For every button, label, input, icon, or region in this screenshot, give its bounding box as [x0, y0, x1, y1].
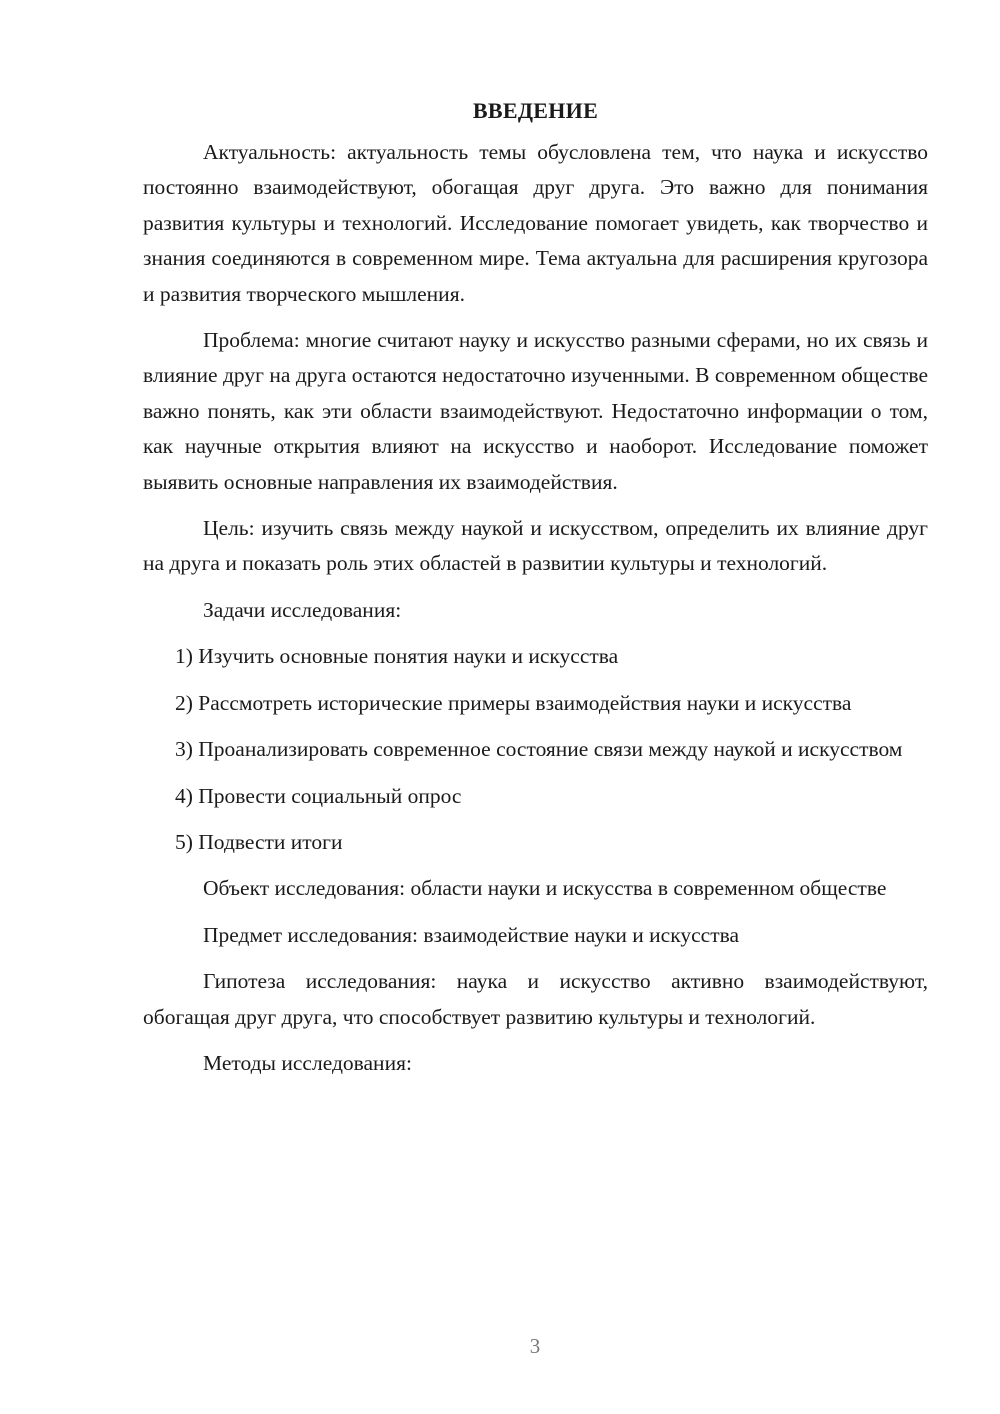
task-item: 3) Проанализировать современное состояние связи между наукой и искусством — [175, 737, 903, 762]
relevance-paragraph: Актуальность: актуальность темы обусловлена тем, что наука и искусство постоянно взаимодействуют, обогащая друг друга. Это важно для понимания развития культуры и технологий. Исследование помогает увидеть, как творчество и знания соединяются в современном мире. Тема актуальна для расширения кругозора и развития творческого мышления. — [143, 140, 928, 306]
hypothesis-paragraph: Гипотеза исследования: наука и искусство активно взаимодействуют, обогащая друг друга, что способствует развитию культуры и технологий. — [143, 969, 928, 1029]
problem-paragraph: Проблема: многие считают науку и искусство разными сферами, но их связь и влияние друг на друга остаются недостаточно изученными. В современном обществе важно понять, как эти области взаимодействуют. Недостаточно информации о том, как научные открытия влияют на искусство и наоборот. Исследование поможет выявить основные направления их взаимодействия. — [143, 328, 928, 494]
tasks-heading: Задачи исследования: — [203, 597, 402, 622]
section-title: ВВЕДЕНИЕ — [472, 98, 599, 123]
task-item: 4) Провести социальный опрос — [175, 783, 462, 808]
page-content — [143, 96, 928, 1092]
task-item: 5) Подвести итоги — [175, 829, 343, 854]
goal-paragraph: Цель: изучить связь между наукой и искусством, определить их влияние друг на друга и показать роль этих областей в развитии культуры и технологий. — [143, 516, 928, 576]
task-item: 1) Изучить основные понятия науки и искусства — [175, 644, 619, 669]
methods-heading: Методы исследования: — [203, 1050, 412, 1075]
task-item: 2) Рассмотреть исторические примеры взаимодействия науки и искусства — [175, 690, 852, 715]
object-paragraph: Объект исследования: области науки и искусства в современном обществе — [203, 876, 887, 901]
subject-paragraph: Предмет исследования: взаимодействие науки и искусства — [203, 922, 739, 947]
page-number: 3 — [529, 1334, 541, 1358]
